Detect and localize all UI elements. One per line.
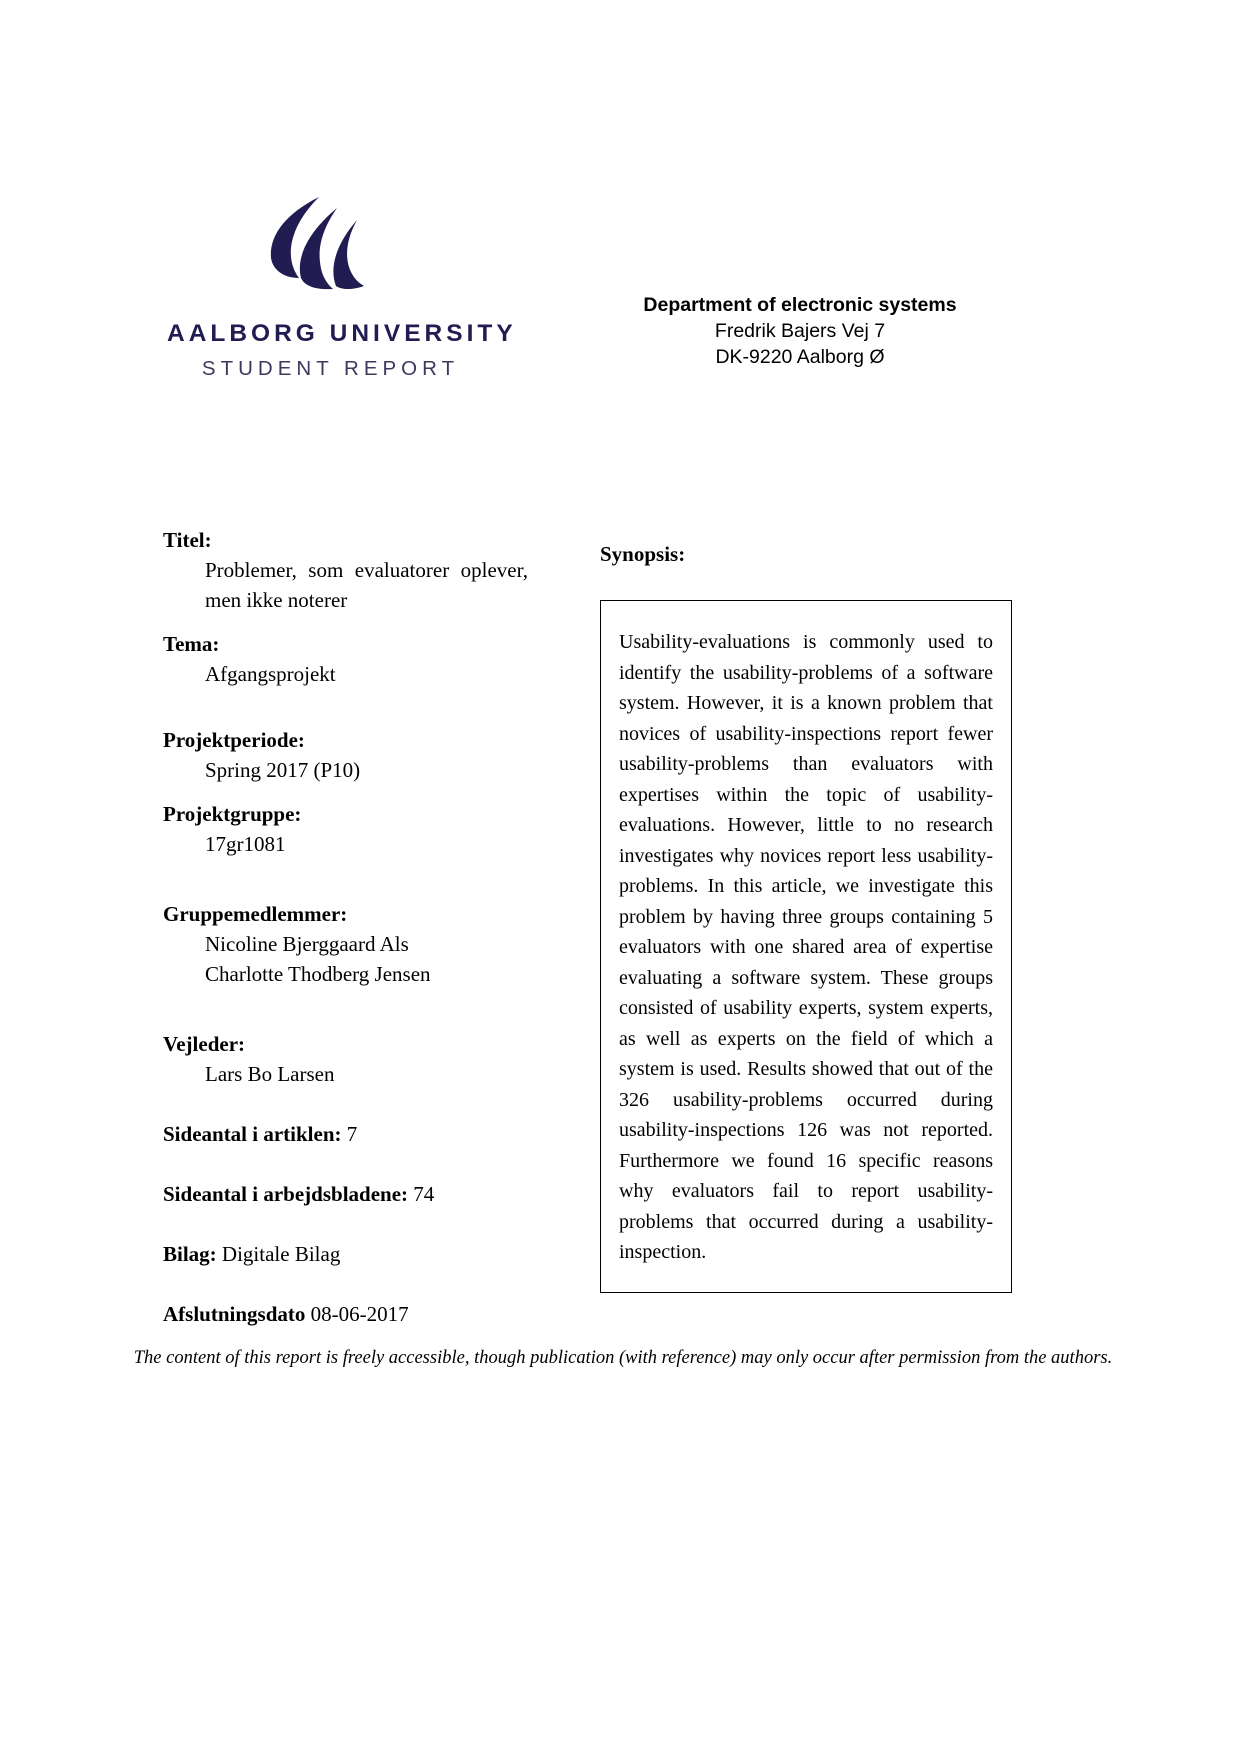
field-afslutningsdato-label: Afslutningsdato xyxy=(163,1302,306,1326)
department-address-line-1: Fredrik Bajers Vej 7 xyxy=(714,320,886,342)
student-report-wordmark: STUDENT REPORT xyxy=(201,357,460,380)
field-projektperiode-label: Projektperiode: xyxy=(163,728,305,752)
department-address-line-2: DK-9220 Aalborg Ø xyxy=(715,346,885,368)
field-sideantal-arbejdsbladene xyxy=(163,1179,528,1209)
field-tema xyxy=(163,629,528,689)
field-projektgruppe xyxy=(163,799,528,859)
university-wordmark: AALBORG UNIVERSITY xyxy=(167,320,517,347)
synopsis-column xyxy=(600,540,1012,1293)
field-gruppemedlemmer-label: Gruppemedlemmer: xyxy=(163,902,348,926)
department-title: Department of electronic systems xyxy=(643,294,957,316)
field-afslutningsdato xyxy=(163,1299,528,1329)
aalborg-university-flame-logo xyxy=(233,186,423,298)
field-tema-value: Afgangsprojekt xyxy=(205,662,336,686)
report-details-column xyxy=(163,525,528,1329)
field-projektgruppe-label: Projektgruppe: xyxy=(163,802,302,826)
field-sideantal-artiklen-value: 7 xyxy=(346,1122,358,1146)
field-gruppemedlemmer xyxy=(163,899,528,989)
university-logo-block xyxy=(163,186,517,381)
synopsis-heading: Synopsis: xyxy=(600,542,686,566)
field-sideantal-artiklen xyxy=(163,1119,528,1149)
field-titel-value: Problemer, som evaluatorer oplever, men ikke noterer xyxy=(205,558,528,612)
field-vejleder-value: Lars Bo Larsen xyxy=(205,1062,335,1086)
department-address-block xyxy=(560,292,1040,370)
field-vejleder-label: Vejleder: xyxy=(163,1032,246,1056)
field-bilag-value: Digitale Bilag xyxy=(221,1242,341,1266)
field-sideantal-artiklen-label: Sideantal i artiklen: xyxy=(163,1122,342,1146)
field-titel-label: Titel: xyxy=(163,528,212,552)
field-bilag xyxy=(163,1239,528,1269)
page-header xyxy=(0,0,1241,420)
field-sideantal-arbejdsbladene-label: Sideantal i arbejdsbladene: xyxy=(163,1182,409,1206)
field-projektperiode-value: Spring 2017 (P10) xyxy=(205,758,361,782)
field-titel xyxy=(163,525,528,615)
field-projektperiode xyxy=(163,725,528,785)
field-vejleder xyxy=(163,1029,528,1089)
accessibility-note: The content of this report is freely accessible, though publication (with reference) may only occur after permission from the authors. xyxy=(133,1348,1113,1368)
synopsis-box xyxy=(600,600,1012,1293)
group-member-2: Charlotte Thodberg Jensen xyxy=(205,962,431,986)
group-member-1: Nicoline Bjerggaard Als xyxy=(205,932,409,956)
field-afslutningsdato-value: 08-06-2017 xyxy=(310,1302,409,1326)
field-bilag-label: Bilag: xyxy=(163,1242,217,1266)
field-sideantal-arbejdsbladene-value: 74 xyxy=(413,1182,435,1206)
field-projektgruppe-value: 17gr1081 xyxy=(205,832,286,856)
field-tema-label: Tema: xyxy=(163,632,220,656)
synopsis-body: Usability-evaluations is commonly used to identify the usability-problems of a software system. However, it is a known problem that novices of usability-inspections report fewer usability-problems than evaluators with expertises within the topic of usability-evaluations. However, little to no research investigates why novices report less usability-problems. In this article, we investigate this problem by having three groups containing 5 evaluators with one shared area of expertise evaluating a software system. These groups consisted of usability experts, system experts, as well as experts on the field of which a system is used. Results showed that out of the 326 usability-problems occurred during usability-inspections 126 was not reported. Furthermore we found 16 specific reasons why evaluators fail to report usability-problems that occurred during a usability-inspection. xyxy=(619,631,993,1263)
